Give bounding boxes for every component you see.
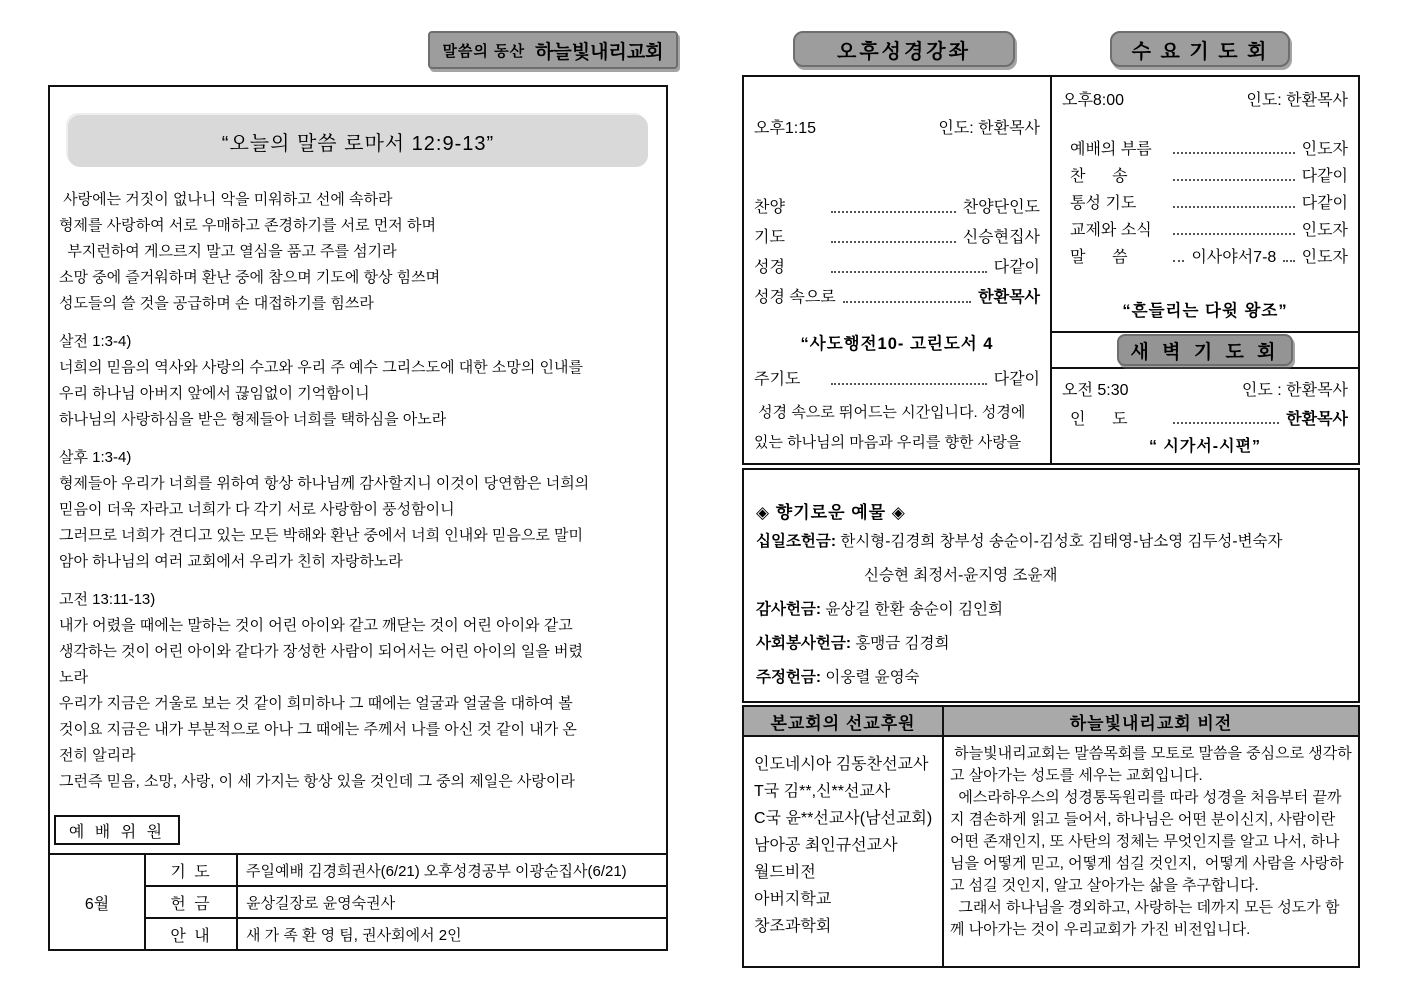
program-row	[754, 366, 1040, 396]
program-value: 인도자	[1301, 141, 1348, 158]
dotted-leader	[1173, 206, 1295, 208]
church-name-badge	[428, 31, 678, 69]
dotted-leader	[1173, 179, 1295, 181]
description-line: 있는 하나님의 마음과 우리를 향한 사랑을	[754, 434, 1022, 451]
scripture-line	[59, 433, 657, 445]
dawn-prayer-badge: 새 벽 기 도 회	[1117, 334, 1293, 366]
duty-label: 안 내	[145, 918, 237, 950]
program-list	[754, 194, 1040, 314]
scripture-line: 내가 어렸을 때에는 말하는 것이 어린 아이와 같고 깨닫는 것이 어린 아이와 같고	[59, 617, 573, 634]
scripture-line: 성도들의 쓸 것을 공급하며 손 대접하기를 힘쓰라	[59, 295, 374, 312]
program-label: 인 도	[1070, 411, 1128, 428]
afternoon-bible-class-column	[744, 77, 1052, 463]
offering-entry	[756, 593, 1346, 627]
program-label: 기도	[754, 229, 785, 246]
vision-paragraph: 에스라하우스의 성경통독원리를 따라 성경을 처음부터 끝까지 겸손하게 읽고 들어서, 하나님은 어떤 분이신지, 사람이란 어떤 존재인지, 또 사탄의 정체는 무엇인지를 알고 나서, 하나님을 어떻게 믿고, 어떻게 섬길 것인지, 어떻게 사람을 사랑하고 섬길 것인지, 알고 살아가는 삶을 추구합니다.	[950, 789, 1344, 894]
dawn-prayer-header	[1052, 333, 1358, 369]
scripture-line: 암아 하나님의 여러 교회에서 우리가 친히 자랑하노라	[59, 553, 403, 570]
dotted-leader	[831, 241, 956, 243]
dotted-leader	[1173, 233, 1295, 235]
program-row	[1062, 244, 1348, 271]
dotted-leader	[1173, 422, 1279, 424]
program-value: 다같이	[1301, 195, 1348, 212]
scripture-line: 너희의 믿음의 역사와 사랑의 수고와 우리 주 예수 그리스도에 대한 소망의 인내를	[59, 359, 584, 376]
wednesday-sermon-title: “흔들리는 다윗 왕조”	[1122, 302, 1288, 320]
offerings-section	[742, 468, 1360, 703]
dotted-leader	[831, 383, 987, 385]
time-leader-row	[1062, 377, 1348, 400]
dotted-leader	[1173, 260, 1184, 262]
scripture-line: 소망 중에 즐거워하며 환난 중에 참으며 기도에 항상 힘쓰며	[59, 269, 441, 286]
scripture-line: 사랑에는 거짓이 없나니 악을 미워하고 선에 속하라	[59, 191, 393, 208]
program-value: 찬양단인도	[962, 199, 1040, 216]
duty-label: 기 도	[145, 854, 237, 886]
scripture-line: 살전 1:3-4)	[59, 333, 132, 350]
scripture-line: 부지런하여 게으르지 말고 열심을 품고 주를 섬기라	[59, 243, 397, 260]
offering-label: 사회봉사헌금:	[756, 635, 852, 652]
description-line: 성경 속으로 뛰어드는 시간입니다. 성경에	[754, 404, 1026, 421]
scripture-line: 전히 알리라	[59, 747, 136, 764]
dotted-leader	[1173, 152, 1295, 154]
vision-header: 하늘빛내리교회 비전	[944, 707, 1358, 737]
offering-entry-continuation: 신승현 최정서-윤지영 조윤재	[864, 567, 1058, 584]
program-value: 신승현집사	[962, 229, 1040, 246]
program-label: 말 씀	[1070, 249, 1128, 266]
offering-names: 홍맹금 김경희	[851, 635, 950, 652]
program-value: 다같이	[993, 371, 1040, 388]
badge-motto: 말씀의 동산	[442, 42, 526, 60]
program-row	[754, 254, 1040, 284]
program-label: 찬양	[754, 199, 785, 216]
program-row	[1062, 163, 1348, 190]
program-row	[1062, 190, 1348, 217]
dawn-passage: “ 시가서-시편”	[1148, 438, 1262, 455]
scripture-line: 믿음이 더욱 자라고 너희가 다 각기 서로 사랑함이 풍성함이니	[59, 501, 455, 518]
scripture-line: 형제들아 우리가 너희를 위하여 항상 하나님께 감사할지니 이것이 당연함은 너희의	[59, 475, 590, 492]
dawn-prayer-body	[1052, 377, 1358, 456]
scripture-line: 우리가 지금은 거울로 보는 것 같이 희미하나 그 때에는 얼굴과 얼굴을 대하여 볼	[59, 695, 573, 712]
offering-names: 한시형-김경희 창부성 송순이-김성호 김태영-남소영 김두성-변숙자	[836, 533, 1283, 550]
mission-item: 월드비전	[754, 864, 816, 881]
program-value: 한환목사	[1286, 411, 1348, 428]
scripture-line: 형제를 사랑하여 서로 우매하고 존경하기를 서로 먼저 하며	[59, 217, 436, 234]
duty-value: 주일예배 김경희권사(6/21) 오후성경공부 이광순집사(6/21)	[237, 854, 667, 886]
vision-paragraph: 하늘빛내리교회는 말씀목회를 모토로 말씀을 중심으로 생각하고 살아가는 성도를 세우는 교회입니다.	[950, 745, 1352, 784]
program-row	[1062, 217, 1348, 244]
mission-item: 아버지학교	[754, 891, 832, 908]
worship-committee-label: 예 배 위 원	[54, 815, 180, 845]
program-row	[754, 284, 1040, 314]
todays-word-title: “오늘의 말씀 로마서 12:9-13”	[68, 115, 648, 167]
scripture-line: 그런즉 믿음, 소망, 사랑, 이 세 가지는 항상 있을 것인데 그 중의 제일은 사랑이라	[59, 773, 575, 790]
service-leader: 인도 : 한환목사	[1241, 382, 1348, 399]
program-label: 찬 송	[1070, 168, 1128, 185]
offering-entry	[756, 627, 1346, 661]
mission-vision-table	[742, 705, 1360, 968]
program-list	[1062, 136, 1348, 271]
scripture-line: 생각하는 것이 어린 아이와 같다가 장성한 사람이 되어서는 어린 아이의 일을 버렸	[59, 643, 584, 660]
dawn-leader-row	[1062, 406, 1348, 433]
service-leader: 인도: 한환목사	[938, 120, 1040, 137]
program-label: 성경	[754, 259, 785, 276]
program-label: 통성 기도	[1070, 195, 1137, 212]
badge-church-name: 하늘빛내리교회	[535, 41, 664, 63]
offerings-list	[756, 525, 1346, 695]
scripture-line: 그러므로 너희가 견디고 있는 모든 박해와 환난 중에서 너희 인내와 믿음으로 말미	[59, 527, 584, 544]
time-leader-row	[1062, 87, 1348, 110]
program-value: 인도자	[1301, 222, 1348, 239]
dawn-prayer-section	[1052, 331, 1358, 463]
time-leader-row	[754, 115, 1040, 138]
program-value: 다같이	[993, 259, 1040, 276]
afternoon-bible-class-badge: 오후성경강좌	[793, 31, 1015, 67]
afternoon-description	[754, 398, 1040, 458]
duty-label: 헌 금	[145, 886, 237, 918]
scripture-line: 노라	[59, 669, 88, 686]
duty-month: 6월	[49, 854, 145, 950]
program-row	[754, 224, 1040, 254]
scripture-line: 우리 하나님 아버지 앞에서 끊임없이 기억함이니	[59, 385, 370, 402]
table-row	[49, 854, 667, 886]
duty-value: 새 가 족 환 영 팀, 권사회에서 2인	[237, 918, 667, 950]
service-order-table	[742, 75, 1360, 465]
program-value: 한환목사	[978, 289, 1040, 306]
service-leader: 인도: 한환목사	[1246, 92, 1348, 109]
service-time: 오후8:00	[1062, 92, 1125, 109]
mission-item: T국 김**,신**선교사	[754, 783, 891, 800]
mission-list	[744, 737, 944, 966]
dotted-leader	[831, 211, 956, 213]
left-page	[48, 85, 668, 951]
service-time: 오후1:15	[754, 120, 817, 137]
program-value: 다같이	[1301, 168, 1348, 185]
scripture-line	[59, 575, 657, 587]
mission-item: 창조과학회	[754, 918, 832, 935]
dotted-leader	[843, 301, 971, 303]
offering-entry	[756, 525, 1346, 559]
duty-value: 윤상길장로 윤영숙권사	[237, 886, 667, 918]
service-time: 오전 5:30	[1062, 382, 1129, 399]
vision-paragraph: 그래서 하나님을 경외하고, 사랑하는 데까지 모든 성도가 함께 나아가는 것이 우리교회가 가진 비전입니다.	[950, 899, 1340, 938]
program-row	[1062, 406, 1348, 433]
mission-item: 남아공 최인규선교사	[754, 837, 898, 854]
vision-text	[944, 737, 1358, 966]
duty-table	[48, 853, 668, 951]
offering-names: 이웅렬 윤영숙	[821, 669, 920, 686]
scripture-text	[50, 187, 666, 795]
wednesday-prayer-badge: 수 요 기 도 회	[1110, 31, 1290, 67]
scripture-line: 하나님의 사랑하심을 받은 형제들아 너희를 택하심을 아노라	[59, 411, 447, 428]
program-label: 교제와 소식	[1070, 222, 1152, 239]
afternoon-passage: “사도행전10- 고린도서 4	[800, 335, 994, 353]
dotted-leader	[1283, 260, 1294, 262]
mission-item: 인도네시아 김동찬선교사	[754, 756, 929, 773]
scripture-line	[59, 317, 657, 329]
offering-label: 십일조헌금:	[756, 533, 837, 550]
scripture-line: 것이요 지금은 내가 부분적으로 아나 그 때에는 주께서 나를 아신 것 같이 내가 온	[59, 721, 577, 738]
offering-names: 윤상길 한환 송순이 김인희	[821, 601, 1003, 618]
offering-entry	[756, 661, 1346, 695]
program-value: 인도자	[1301, 249, 1349, 266]
program-row	[1062, 136, 1348, 163]
offerings-title: ◈ 향기로운 예물 ◈	[756, 503, 906, 522]
wednesday-prayer-column	[1052, 77, 1358, 463]
program-label: 주기도	[754, 371, 801, 388]
mission-item: C국 윤**선교사(남선교회)	[754, 810, 933, 827]
lords-prayer-row	[754, 366, 1040, 396]
program-middle: 이사야서7-8	[1191, 249, 1277, 266]
program-label: 성경 속으로	[754, 289, 836, 306]
dotted-leader	[831, 271, 987, 273]
offering-label: 주정헌금:	[756, 669, 822, 686]
scripture-line: 살후 1:3-4)	[59, 449, 132, 466]
program-label: 예배의 부름	[1070, 141, 1152, 158]
mission-header: 본교회의 선교후원	[744, 707, 944, 737]
program-row	[754, 194, 1040, 224]
offering-label: 감사헌금:	[756, 601, 822, 618]
scripture-line: 고전 13:11-13)	[59, 591, 156, 608]
